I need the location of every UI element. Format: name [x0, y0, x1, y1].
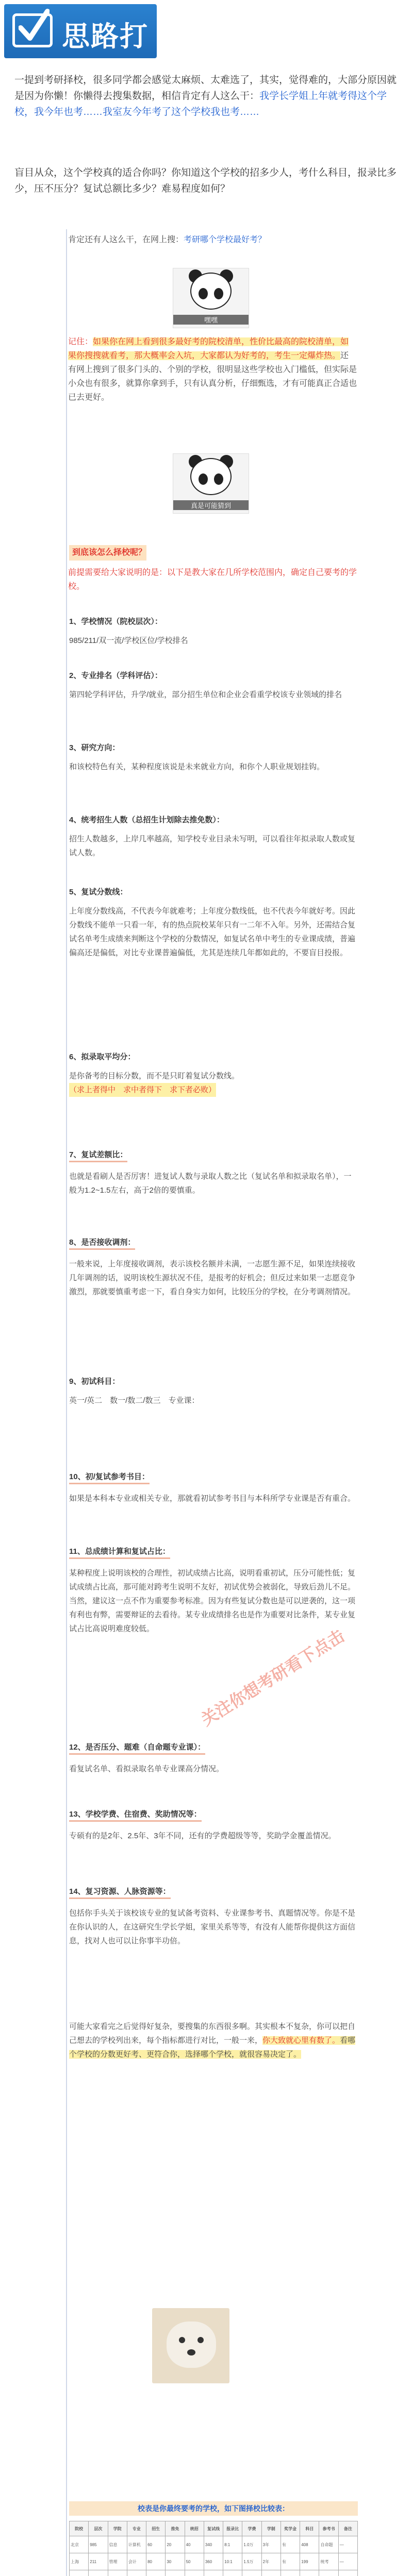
item-13-body: 专硕有的是2年、2.5年、3年不同，还有的学费超级等等，奖助学金覆盖情况。 — [69, 1832, 336, 1840]
intro-text-2: 盲目从众，这个学校真的适合你吗？你知道这个学校的招多少人，考什么科目，报录比多少，压不压分？复试总额比多少？难易程度如何？ — [14, 167, 397, 194]
intro-paragraph-1 — [14, 72, 400, 120]
table-cell: 40 — [185, 2536, 204, 2553]
search-question — [68, 233, 357, 247]
table-cell — [108, 2570, 127, 2576]
table-header-cell: 院校 — [70, 2521, 89, 2536]
item-10-heading-text: 10、初/复试参考书目： — [69, 1471, 150, 1484]
item-8-heading-text: 8、是否接收调剂： — [69, 1236, 135, 1250]
table-cell: 会计 — [127, 2553, 146, 2570]
intro-blue-text: 我学长学姐上年就考得这个学校，我今年也考……我室友今年考了这个学校我也考…… — [14, 91, 387, 117]
item-12-body: 看复试名单、看拟录取名单专业课高分情况。 — [69, 1765, 224, 1773]
panda-caption: 真是可能猜到 — [173, 500, 249, 510]
item-9-body: 英一/英二 数一/数二/数三 专业课： — [69, 1396, 200, 1405]
table-header-cell: 学院 — [108, 2521, 127, 2536]
intro-text: 一提到考研择校，很多同学都会感觉太麻烦、太难选了，其实，觉得难的，大部分原因就是因为你懒！你懒得去搜集数据，相信肯定有人这么干： — [14, 75, 397, 101]
section-intro — [68, 566, 357, 594]
panda-eye — [214, 473, 223, 485]
school-comparison-table — [69, 2521, 358, 2576]
content-guide-line — [66, 229, 67, 2576]
item-11-heading — [69, 1546, 170, 1559]
item-9-heading: 9、初试科目： — [69, 1377, 120, 1386]
dog-head — [167, 2321, 216, 2368]
table-cell: 10:1 — [223, 2553, 242, 2570]
checkmark-icon — [19, 8, 50, 44]
question-text: 肯定还有人这么干，在网上搜： — [68, 235, 184, 244]
table-cell: — — [338, 2553, 357, 2570]
panda-eye — [199, 473, 208, 485]
item-2-body: 第四轮学科评估，升学/就业，部分招生单位和企业会看重学校该专业领域的排名 — [69, 690, 342, 699]
table-cell: 统考 — [319, 2553, 338, 2570]
warning-tail: 还有网上搜到了很多门头的、个别的学校，很明显这些学校也入门槛低，但实际是小众也有很多，就算你拿到手，只有认真分析，仔细甄选，才有可能真正合适也已去更好。 — [68, 351, 357, 402]
table-cell — [127, 2570, 146, 2576]
table-cell: 3年 — [261, 2536, 281, 2553]
table-cell: 408 — [300, 2536, 319, 2553]
dog-eye — [197, 2337, 204, 2343]
item-7-body: 也就是看刷人是否厉害！进复试人数与录取人数之比（复试名单和拟录取名单），一般为1.2~1.5左右，高于2倍的要慎重。 — [69, 1172, 352, 1195]
table-cell: 340 — [204, 2536, 223, 2553]
item-10-heading — [69, 1471, 150, 1484]
table-cell: 985 — [89, 2536, 108, 2553]
table-cell — [338, 2570, 357, 2576]
panda-eye — [214, 288, 223, 299]
item-4-heading: 4、统考招生人数（总招生计划除去推免数）： — [69, 816, 224, 824]
item-11-body: 某种程度上说明该校的合理性，初试成绩占比高，说明看重初试，压分可能性低；复试成绩占比高，那可能对跨考生说明不友好，初试优势会被弱化，导致后劲儿不足。当然，建议这一点不作为重要参考标准。因为有些复试分数也是可以逆袭的，这一项有利也有弊，需要辩证的去看待。某专业成绩排名也是作为重要对比条件，某专业复试占比高说明难度较低。 — [69, 1569, 356, 1633]
table-cell — [146, 2570, 166, 2576]
item-2-heading: 2、专业排名（学科评估）： — [69, 671, 162, 680]
table-cell: 2年 — [261, 2553, 281, 2570]
item-12-heading — [69, 1741, 205, 1755]
item-14-heading-text: 14、复习资源、人脉资源等： — [69, 1886, 171, 1899]
item-5-heading: 5、复试分数线： — [69, 888, 128, 896]
dog-meme-image — [152, 2308, 229, 2383]
table-body — [70, 2536, 358, 2576]
table-header-cell: 参考书 — [319, 2521, 338, 2536]
warning-text: 如果你在网上看到很多最好考的院校清单，性价比最高的院校清单，如果你搜搜就看考，那大概率会入坑，大家都认为好考的，考生一定爆炸热。 — [68, 337, 349, 360]
table-cell: 有 — [281, 2536, 300, 2553]
item-12-heading-text: 12、是否压分、题难（自命题专业课）： — [69, 1741, 205, 1755]
table-header-cell: 专业 — [127, 2521, 146, 2536]
summary-highlight: 你大致就心里有数了。 — [262, 2036, 340, 2045]
table-cell — [319, 2570, 338, 2576]
question-link[interactable]: 考研哪个学校最好考？ — [184, 235, 267, 244]
table-cell: 1.0万 — [242, 2536, 261, 2553]
panda-caption: 嘿嘿 — [173, 315, 249, 325]
warning-paragraph — [68, 335, 357, 404]
item-6-text: 是你备考的目标分数，而不是只盯着复试分数线。 — [69, 1072, 240, 1080]
table-header-cell: 推免 — [166, 2521, 185, 2536]
table-cell — [204, 2570, 223, 2576]
item-6-heading: 6、拟录取平均分： — [69, 1053, 136, 1061]
item-11-heading-text: 11、总成绩计算和复试占比： — [69, 1546, 170, 1559]
table-cell — [300, 2570, 319, 2576]
table-cell: 8:1 — [223, 2536, 242, 2553]
table-row — [70, 2553, 358, 2570]
table-cell: 20 — [166, 2536, 185, 2553]
table-cell: 上海 — [70, 2553, 89, 2570]
table-cell: 30 — [166, 2553, 185, 2570]
table-cell: 360 — [204, 2553, 223, 2570]
panda-meme-image — [173, 268, 249, 328]
panda-face — [190, 273, 232, 310]
table-cell: 北京 — [70, 2536, 89, 2553]
item-1-body: 985/211/双一流/学校区位/学校排名 — [69, 636, 188, 645]
summary-text: 可能大家看完之后觉得好复杂，要搜集的东西很多啊。其实根本不复杂，你可以把自己想去的学校列出来，每个指标都进行对比，一般一来， — [69, 2022, 356, 2045]
table-cell — [89, 2570, 108, 2576]
item-5-body: 上年度分数线高，不代表今年就难考；上年度分数线低，也不代表今年就好考。因此分数线不能单一只看一年，有的热点院校某年只有一二年不入年。另外，还需结合复试名单考生成绩来判断这个学校的分数情况，如复试名单中考生的专业课成绩，普遍偏高还是偏低，对比专业课普遍偏低，尤其是连续几年都如此的，不要盲目投报。 — [69, 907, 356, 957]
table-header-cell: 招生 — [146, 2521, 166, 2536]
table-cell: 60 — [146, 2536, 166, 2553]
table-cell — [223, 2570, 242, 2576]
item-8-heading — [69, 1236, 135, 1250]
panda-eye — [199, 288, 208, 299]
item-13-heading — [69, 1808, 202, 1822]
table-cell: 80 — [146, 2553, 166, 2570]
table-cell: 计算机 — [127, 2536, 146, 2553]
table-cell: 自命题 — [319, 2536, 338, 2553]
table-cell: 信息 — [108, 2536, 127, 2553]
table-cell: 199 — [300, 2553, 319, 2570]
warning-label: 记住： — [68, 337, 93, 346]
table-header-row — [70, 2521, 358, 2536]
summary-paragraph — [69, 2020, 358, 2061]
table-header-cell: 学制 — [261, 2521, 281, 2536]
table-row — [70, 2536, 358, 2553]
item-10-body: 如果是本科本专业或相关专业，那就看初试参考书目与本科所学专业课是否有重合。 — [69, 1494, 356, 1503]
table-row — [70, 2570, 358, 2576]
section-intro-text: 前提需要给大家说明的是：以下是教大家在几所学校范围内，确定自己要考的学校。 — [68, 568, 357, 591]
item-14-body: 包括你手头关于该校该专业的复试备考资料、专业课参考书、真题情况等。你是不是在你认识的人，在这研究生学长学姐，家里关系等等，有没有人能帮你提供这方面信息，找对人也可以让你事半功倍。 — [69, 1909, 356, 1945]
item-8-body: 一般来说，上年度接收调剂，表示该校名额并未满，一志愿生源不足，如果连续接收几年调剂的话，说明该校生源状况不佳，是报考的好机会；但反过来如果一志愿竞争激烈，那就要慎重考虑一下，看自身实力如何，比较压分的学校，在分考调剂情况。 — [69, 1260, 356, 1296]
table-cell: 有 — [281, 2553, 300, 2570]
summary-tail: 看哪个学校的分数更好考、更符合你，选择哪个学校，就很容易决定了。 — [69, 2036, 356, 2059]
comparison-table-title: 校表是你最终要考的学校，如下图择校比较表： — [69, 2501, 358, 2516]
table-header-cell: 学费 — [242, 2521, 261, 2536]
table-header-cell: 奖学金 — [281, 2521, 300, 2536]
table-cell: — — [338, 2536, 357, 2553]
table-cell: 管理 — [108, 2553, 127, 2570]
item-6-body — [69, 1069, 358, 1097]
section-title-choose-school: 到底该怎么择校呢？ — [69, 545, 146, 561]
table-header-cell: 备注 — [338, 2521, 357, 2536]
table-header-cell: 报录比 — [223, 2521, 242, 2536]
table-header-cell: 统招 — [185, 2521, 204, 2536]
panda-face — [190, 458, 232, 495]
table-header-cell: 层次 — [89, 2521, 108, 2536]
item-14-heading — [69, 1886, 171, 1899]
item-6-slogan: （求上者得中 求中者得下 求下者必败） — [69, 1083, 216, 1097]
table-cell — [185, 2570, 204, 2576]
table-cell — [70, 2570, 89, 2576]
item-3-heading: 3、研究方向： — [69, 743, 120, 752]
item-13-heading-text: 13、学校学费、住宿费、奖助情况等： — [69, 1808, 202, 1822]
watermark-text: 关注你想考研看下点击 — [197, 1626, 348, 1730]
table-cell — [261, 2570, 281, 2576]
table-header-cell: 复试线 — [204, 2521, 223, 2536]
dog-eye — [179, 2337, 185, 2343]
item-4-body: 招生人数越多，上岸几率越高，知学校专业目录未写明，可以看往年拟录取人数或复试人数。 — [69, 835, 356, 857]
table-cell: 50 — [185, 2553, 204, 2570]
dog-nose — [187, 2349, 195, 2355]
table-cell: 1.5万 — [242, 2553, 261, 2570]
table-header-cell: 科目 — [300, 2521, 319, 2536]
table-cell — [166, 2570, 185, 2576]
item-1-heading: 1、学校情况（院校层次）： — [69, 617, 162, 626]
header-banner — [4, 4, 157, 58]
table-cell — [242, 2570, 261, 2576]
banner-title: 思路打 — [62, 21, 149, 52]
item-3-body: 和该校特色有关，某种程度该说是未来就业方向，和你个人职业规划挂钩。 — [69, 762, 325, 771]
item-7-heading — [69, 1149, 127, 1162]
panda-meme-image-2 — [173, 453, 249, 514]
table-cell — [281, 2570, 300, 2576]
intro-paragraph-2 — [14, 165, 400, 197]
table-cell: 211 — [89, 2553, 108, 2570]
item-7-heading-text: 7、复试差额比： — [69, 1149, 127, 1162]
